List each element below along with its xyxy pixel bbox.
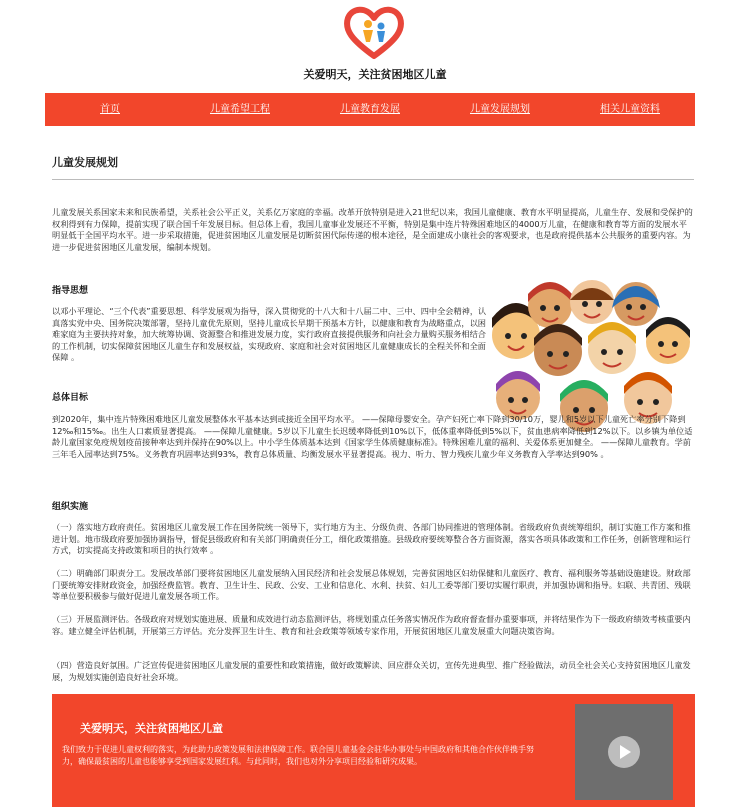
play-icon[interactable]	[608, 736, 640, 768]
heart-children-logo-icon	[342, 4, 406, 60]
footer-text: 我们致力于促进儿童权利的落实，为此助力政策发展和法律保障工作。联合国儿童基金会驻华办事处与中国政府和其他合作伙伴携手努力，确保最贫困的儿童也能够享受到国家发展红利。与此同时，我们也对外分享项目经验和研究成果。	[62, 745, 534, 766]
section-text-goals: 到2020年，集中连片特殊困难地区儿童发展整体水平基本达到或接近全国平均水平。 ——保障母婴安全。孕产妇死亡率下降到30/10万，婴儿和5岁以下儿童死亡率分别下降到12‰和15‰。出生人口素质显著提高。 ——保障儿童健康。5岁以下儿童生长迟缓率降低到10%以下，低体重率降低到5%以下，贫血患病率降低到12%以下。以乡镇为单位适龄儿童国家免疫规划疫苗接种率达到并保持在90%以上。中小学生体质基本达到《国家学生体质健康标准》。特殊困难儿童的福利、关爱体系更加健全。 ——保障儿童教育。学前三年毛入园率达到75%。义务教育巩固率达到93%，教育总体质量、均衡发展水平显著提高。视力、听力、智力残疾儿童少年义务教育入学率达到90% 。	[52, 414, 693, 459]
footer-title: 关爱明天，关注贫困地区儿童	[80, 722, 223, 735]
main-nav	[45, 93, 695, 126]
nav-item-education[interactable]: 儿童教育发展	[340, 104, 400, 115]
section-text-guiding: 以邓小平理论、“三个代表”重要思想、科学发展观为指导，深入贯彻党的十八大和十八届二中、三中、四中全会精神，认真落实党中央、国务院决策部署，坚持儿童优先原则，坚持儿童成长早期干预基本方针，以健康和教育为战略重点，以困难家庭为主要扶持对象，加大统筹协调、资源整合和推进发展力度，实行政府直接提供服务和向社会力量购买服务相结合的工作机制，切实保障贫困地区儿童生存和发展权益，实现政府、家庭和社会对贫困地区儿童健康成长的全程关怀和全面保障 。	[52, 306, 487, 362]
implementation-item: （四）营造良好氛围。广泛宣传促进贫困地区儿童发展的重要性和政策措施，做好政策解读、回应群众关切，宣传先进典型、推广经验做法，动员全社会关心支持贫困地区儿童发展，为规划实施创造良好社会环境。	[52, 660, 691, 682]
page-title: 儿童发展规划	[52, 156, 118, 169]
nav-item-resources[interactable]: 相关儿童资料	[600, 104, 660, 115]
section-heading-goals: 总体目标	[52, 393, 89, 403]
site-slogan: 关爱明天，关注贫困地区儿童	[303, 68, 447, 81]
implementation-item: （三）开展监测评估。各级政府对规划实施进展、质量和成效进行动态监测评估，将规划重点任务落实情况作为政府督查督办重要事项，并将结果作为下一级政府绩效考核重要内容。建立健全评估机制，开展第三方评估。充分发挥卫生计生、教育和社会政策等领域专家作用，开展贫困地区儿童发展重大问题决策咨询。	[52, 614, 691, 636]
implementation-item: （一）落实地方政府责任。贫困地区儿童发展工作在国务院统一领导下，实行地方为主、分级负责、各部门协同推进的管理体制。省级政府负责统筹组织，制订实施工作方案和推进计划。地市级政府要加强协调指导，督促县级政府和有关部门明确责任分工，细化政策措施。县级政府要统筹整合各方面资源，落实各项具体政策和工作任务，创新管理和运行方式，切实提高支持政策和项目的执行效率 。	[52, 522, 691, 555]
title-divider	[52, 179, 694, 180]
video-player[interactable]	[575, 704, 673, 800]
nav-item-development-plan[interactable]: 儿童发展规划	[470, 104, 530, 115]
footer-banner	[52, 694, 695, 807]
section-heading-guiding: 指导思想	[52, 286, 89, 296]
nav-item-hope-project[interactable]: 儿童希望工程	[210, 104, 270, 115]
implementation-item: （二）明确部门职责分工。发展改革部门要将贫困地区儿童发展纳入国民经济和社会发展总体规划，完善贫困地区妇幼保健和儿童医疗、教育、福利服务等基础设施建设。财政部门要统筹安排财政资金，加强经费监管。教育、卫生计生、民政、公安、工业和信息化、水利、扶贫、妇儿工委等部门要切实履行职责，并加强协调和指导。妇联、共青团、残联等单位要积极参与做好促进儿童发展各项工作。	[52, 568, 691, 601]
section-heading-implementation: 组织实施	[52, 502, 89, 512]
nav-item-home[interactable]: 首页	[100, 104, 120, 115]
intro-paragraph: 儿童发展关系国家未来和民族希望，关系社会公平正义，关系亿万家庭的幸福。改革开放特别是进入21世纪以来，我国儿童健康、教育水平明显提高，儿童生存、发展和受保护的权利得到有力保障，提前实现了联合国千年发展目标。但总体上看，我国儿童事业发展还不平衡，特别是集中连片特殊困难地区的4000万儿童，在健康和教育等方面的发展水平明显低于全国平均水平。进一步采取措施，促进贫困地区儿童发展是切断贫困代际传递的根本途径，是全面建成小康社会的客观要求，也是政府提供基本公共服务的重要内容。为进一步促进贫困地区儿童发展，编制本规划。	[52, 207, 693, 252]
